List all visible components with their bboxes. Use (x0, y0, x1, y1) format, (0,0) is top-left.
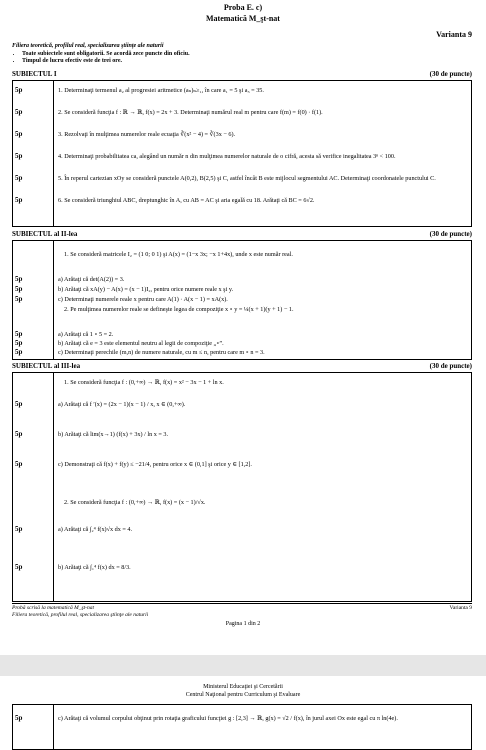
points-label: 5p (15, 152, 23, 160)
page2-header-2: Centrul Naţional pentru Curriculum şi Evaluare (185, 692, 301, 698)
points-label: 5p (15, 196, 23, 204)
instructions: Filiera teoretică, profilul real, specializarea ştiinţe ale naturii • Toate subiectele sunt obligatorii. Se acordă zece puncte din oficiu. • Timpul de lucru efectiv este de trei ore. (12, 43, 190, 66)
section-3-header: SUBIECTUL al III-lea (30 de puncte) (12, 362, 472, 370)
points-label: 5p (15, 285, 23, 293)
points-label: 5p (15, 86, 23, 94)
s3b-text: a) Arătaţi că ∫₂⁴ f(x)√x dx = 4. (58, 526, 133, 533)
s3b-text: b) Arătaţi că ∫₁⁴ f(x) dx = 8/3. (58, 564, 131, 571)
exam-subject: Matematică M_şt-nat (206, 14, 280, 23)
section-2-header: SUBIECTUL al II-lea (30 de puncte) (12, 230, 472, 238)
points-label: 5p (15, 275, 23, 283)
page2-box (12, 704, 472, 750)
s2a-text: c) Determinaţi numerele reale x pentru care A(1) · A(x − 1) = xA(x). (58, 296, 228, 303)
footer-left-2: Filiera teoretică, profilul real, specializarea ştiinţe ale naturii (12, 612, 149, 618)
s1-text: 2. Se consideră funcţia f : ℝ → ℝ, f(x) = 2x + 3. Determinaţi numărul real m pentru care f(m) = f(0) · f(1). (58, 109, 323, 116)
points-label: 5p (15, 430, 23, 438)
points-label: 5p (15, 339, 23, 347)
points-label: 5p (15, 295, 23, 303)
page-number: Pagina 1 din 2 (225, 621, 261, 627)
page-gap (0, 655, 486, 676)
page2-item: c) Arătaţi că volumul corpului obţinut prin rotaţia graficului funcţiei g : [2,3] → ℝ, g(x) = √2 / f(x), în jurul axei Ox este egal cu π ln(4e). (58, 715, 398, 722)
footer-right: Varianta 9 (449, 605, 472, 611)
points-label: 5p (15, 130, 23, 138)
s1-text: 6. Se consideră triunghiul ABC, dreptunghic în A, cu AB = AC şi aria egală cu 18. Arătaţi că BC = 6√2. (58, 197, 315, 204)
points-label: 5p (15, 460, 23, 468)
s2a-text: a) Arătaţi că det(A(2)) = 3. (58, 276, 125, 283)
section-1-header: SUBIECTUL I (30 de puncte) (12, 70, 472, 78)
points-label: 5p (15, 348, 23, 356)
s2b-text: b) Arătaţi că e = 3 este elementul neutru al legii de compoziţie „∘”. (58, 340, 224, 347)
s1-text: 5. În reperul cartezian xOy se consideră punctele A(0,2), B(2,5) şi C, astfel încât B este mijlocul segmentului AC. Determinaţi coordonatele punctului C. (58, 175, 436, 182)
s2b-text: a) Arătaţi că 1 ∘ 5 = 2. (58, 331, 114, 338)
s2b-text: c) Determinaţi perechile (m,n) de numere naturale, cu m ≤ n, pentru care m ∘ n = 3. (58, 349, 265, 356)
points-label: 5p (15, 330, 23, 338)
points-label: 5p (15, 108, 23, 116)
s2a-text: b) Arătaţi că xA(y) − A(x) = (x − 1)I₂, pentru orice numere reale x şi y. (58, 286, 234, 293)
s1-text: 4. Determinaţi probabilitatea ca, alegând un număr n din mulţimea numerelor naturale de o cifră, acesta să verifice inegalitatea 3ⁿ < 100. (58, 153, 396, 160)
page2-header-1: Ministerul Educaţiei şi Cercetării (203, 684, 283, 690)
points-label: 5p (15, 174, 23, 182)
points-label: 5p (15, 525, 23, 533)
s3-q2: 2. Se consideră funcţia f : (0,+∞) → ℝ, f(x) = (x − 1)/√x. (64, 499, 206, 506)
varianta-label: Varianta 9 (436, 30, 472, 39)
points-label: 5p (15, 400, 23, 408)
footer-left-1: Probă scrisă la matematică M_şt-nat (12, 605, 94, 611)
s2-q1: 1. Se consideră matricele I₂ = (1 0; 0 1) şi A(x) = (1−x 3x; −x 1+4x), unde x este număr real. (64, 251, 293, 258)
page2-points: 5p (15, 714, 23, 722)
points-label: 5p (15, 563, 23, 571)
s3-q1: 1. Se consideră funcţia f : (0,+∞) → ℝ, f(x) = x² − 3x − 1 + ln x. (64, 379, 224, 386)
s1-text: 3. Rezolvaţi în mulţimea numerelor reale ecuaţia ∛(x² − 4) = ∛(3x − 6). (58, 131, 236, 138)
s3a-text: c) Demonstraţi că f(x) + f(y) ≤ −21/4, pentru orice x ∈ (0,1] şi orice y ∈ [1,2]. (58, 461, 252, 468)
s1-text: 1. Determinaţi termenul a₂ al progresiei aritmetice (aₙ)ₙ≥₁, în care a₁ = 5 şi a₃ = 35. (58, 87, 264, 94)
s2-q2: 2. Pe mulţimea numerelor reale se defineşte legea de compoziţie x ∘ y = ¼(x + 1)(y + 1) − 1. (64, 306, 294, 313)
exam-title: Proba E. c) (223, 3, 263, 12)
s3a-text: b) Arătaţi că lim(x→1) (f(x) + 3x) / ln x = 3. (58, 431, 169, 438)
s3a-text: a) Arătaţi că f ′(x) = (2x − 1)(x − 1) / x, x ∈ (0,+∞). (58, 401, 186, 408)
page-2 (0, 676, 486, 750)
